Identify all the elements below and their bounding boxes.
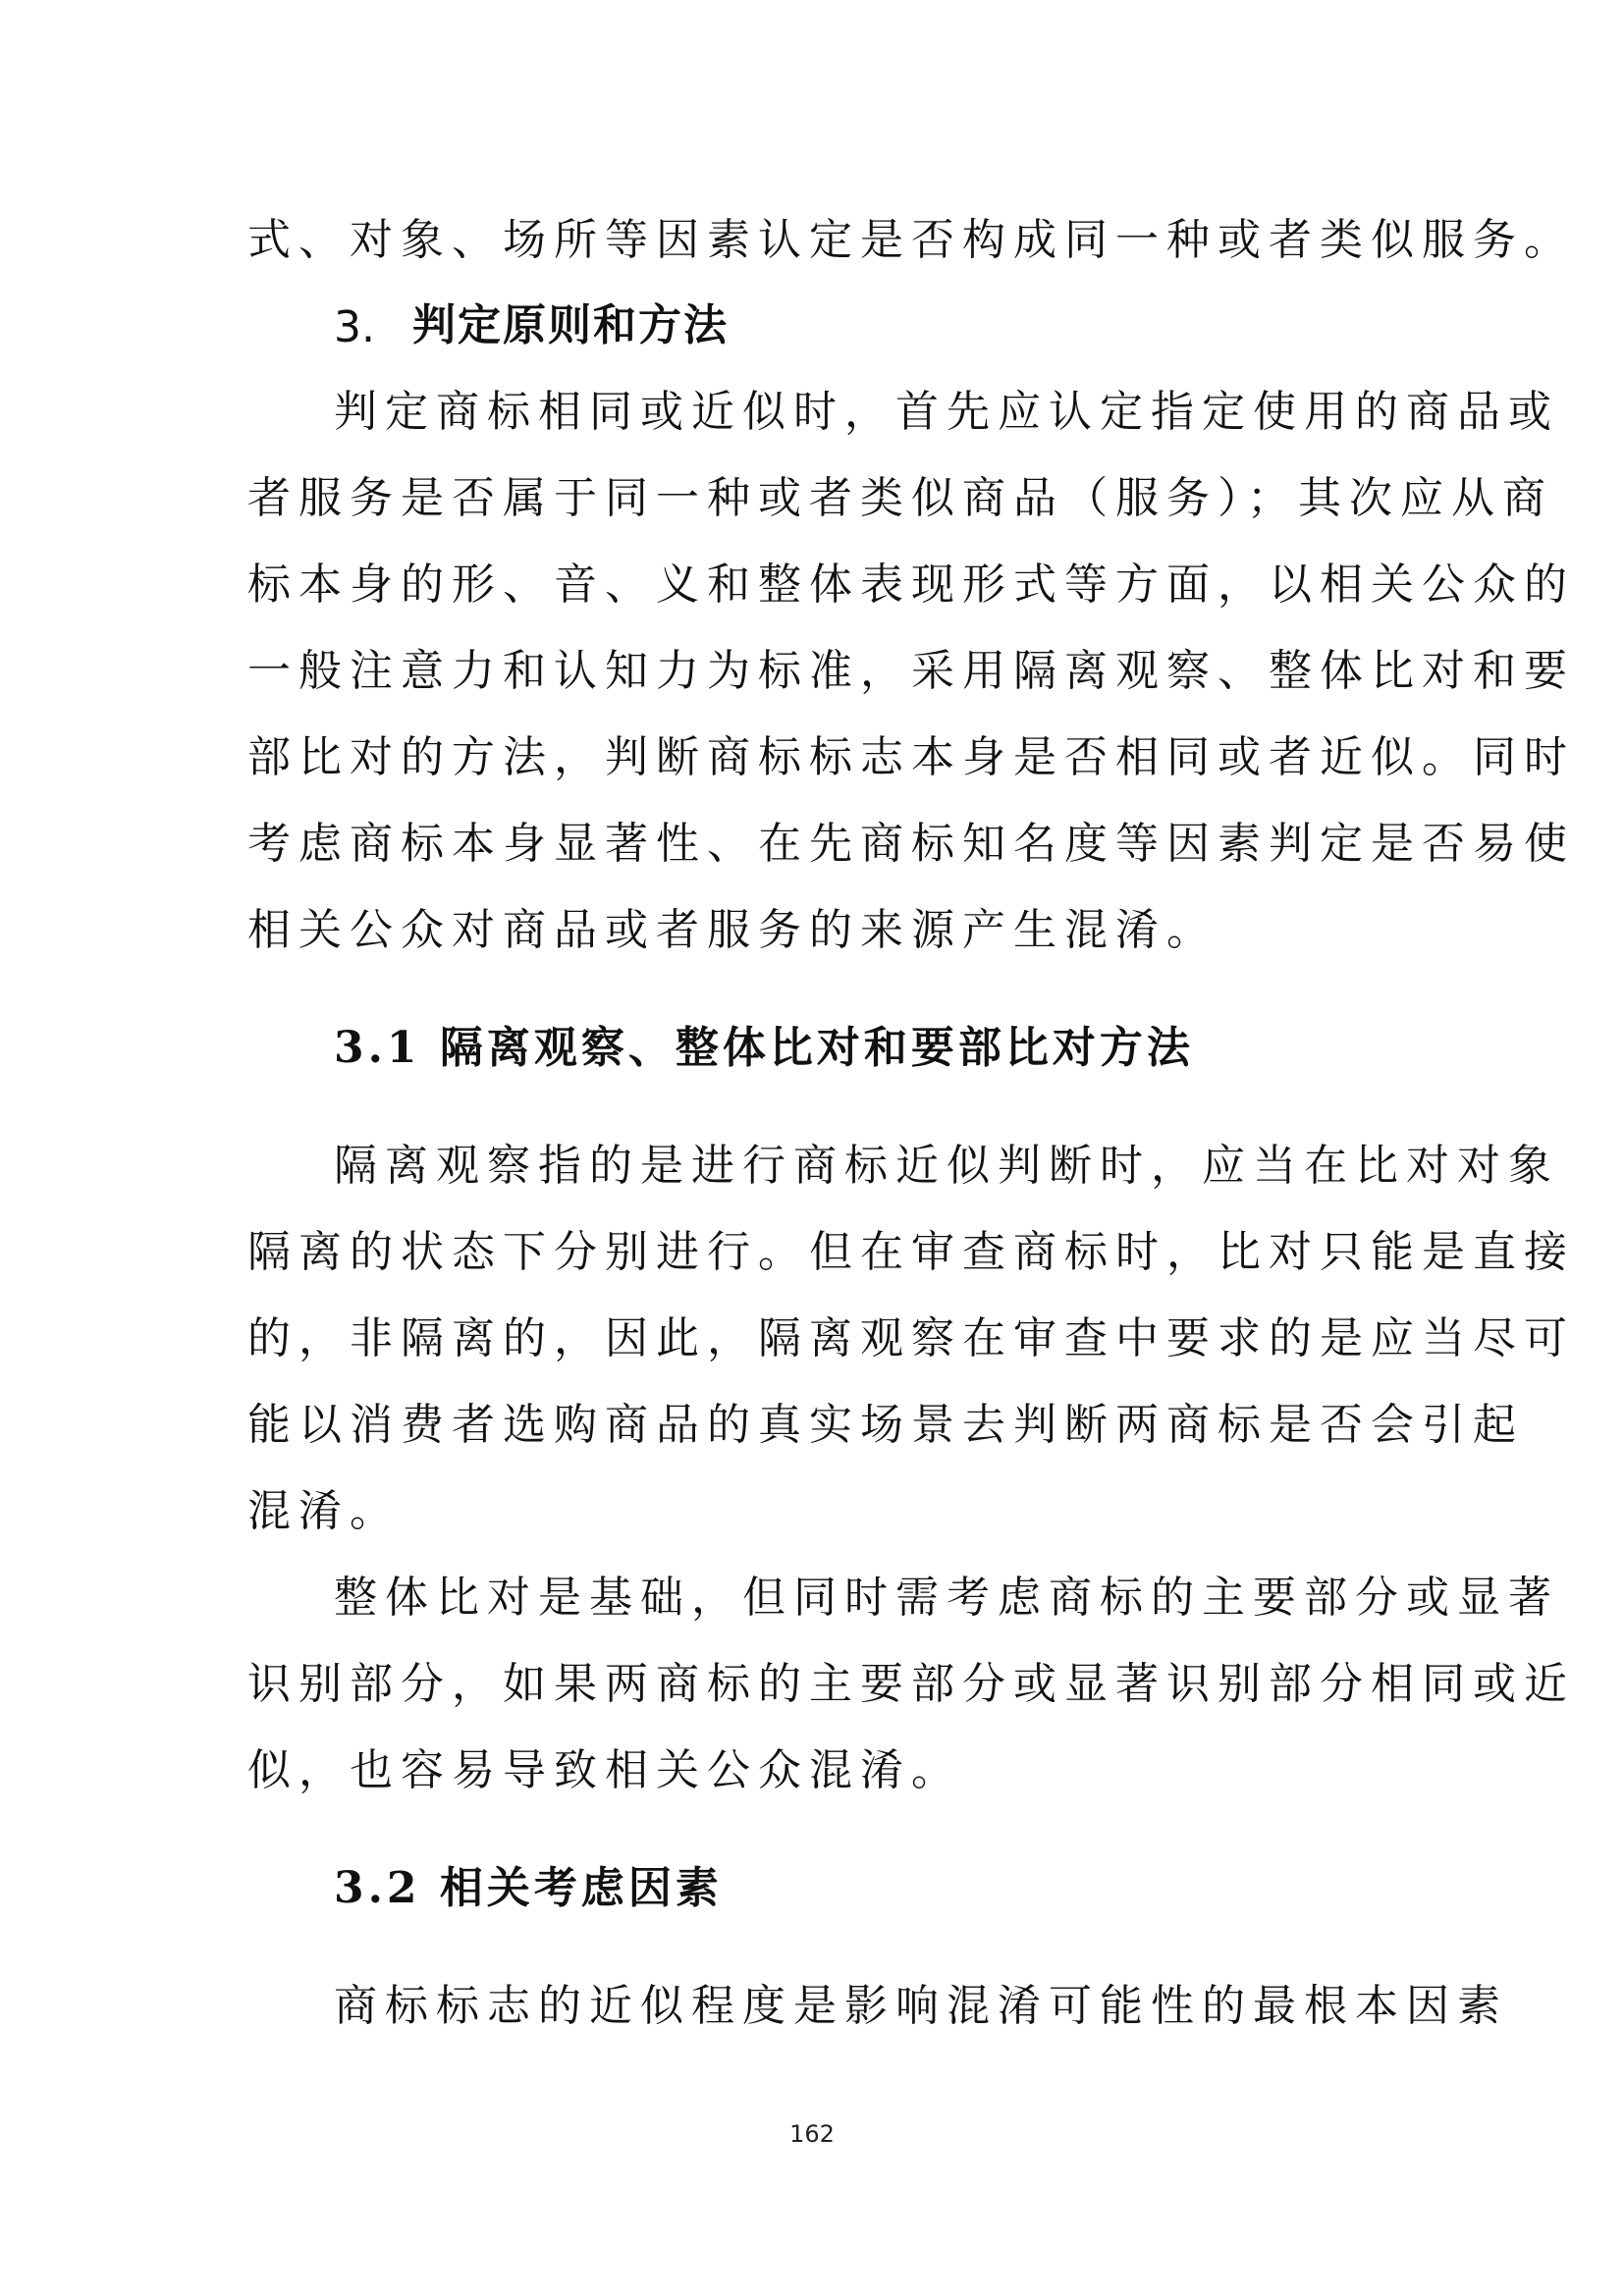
- intro-text-line: 式、对象、场所等因素认定是否构成同一种或者类似服务。: [247, 215, 1575, 265]
- paragraph-line: 识别部分，如果两商标的主要部分或显著识别部分相同或近: [247, 1659, 1575, 1709]
- paragraph-line: 者服务是否属于同一种或者类似商品（服务）；其次应从商: [247, 473, 1553, 523]
- paragraph-line: 的，非隔离的，因此，隔离观察在审查中要求的是应当尽可: [247, 1313, 1575, 1363]
- paragraph-line: 隔离的状态下分别进行。但在审查商标时，比对只能是直接: [247, 1227, 1575, 1277]
- paragraph-line: 标本身的形、音、义和整体表现形式等方面，以相关公众的: [247, 560, 1575, 610]
- section-number: 3.: [334, 302, 375, 352]
- page-number: 162: [789, 2120, 835, 2148]
- paragraph-line: 混淆。: [247, 1486, 401, 1536]
- paragraph-line: 相关公众对商品或者服务的来源产生混淆。: [247, 905, 1218, 955]
- paragraph-line: 整体比对是基础，但同时需考虑商标的主要部分或显著: [334, 1573, 1559, 1623]
- paragraph-line: 似，也容易导致相关公众混淆。: [247, 1745, 962, 1795]
- paragraph-line: 能以消费者选购商品的真实场景去判断两商标是否会引起: [247, 1400, 1524, 1450]
- paragraph-line: 商标标志的近似程度是影响混淆可能性的最根本因素: [334, 1981, 1508, 2031]
- subsection-heading: 3.1 隔离观察、整体比对和要部比对方法: [334, 1023, 1194, 1073]
- paragraph-line: 考虑商标本身显著性、在先商标知名度等因素判定是否易使: [247, 819, 1575, 869]
- paragraph-line: 隔离观察指的是进行商标近似判断时，应当在比对对象: [334, 1141, 1559, 1191]
- paragraph-line: 部比对的方法，判断商标标志本身是否相同或者近似。同时: [247, 732, 1575, 782]
- paragraph-line: 一般注意力和认知力为标准，采用隔离观察、整体比对和要: [247, 646, 1575, 696]
- paragraph-line: 判定商标相同或近似时，首先应认定指定使用的商品或: [334, 387, 1559, 437]
- section-title: 判定原则和方法: [412, 300, 729, 350]
- subsection-heading: 3.2 相关考虑因素: [334, 1863, 723, 1913]
